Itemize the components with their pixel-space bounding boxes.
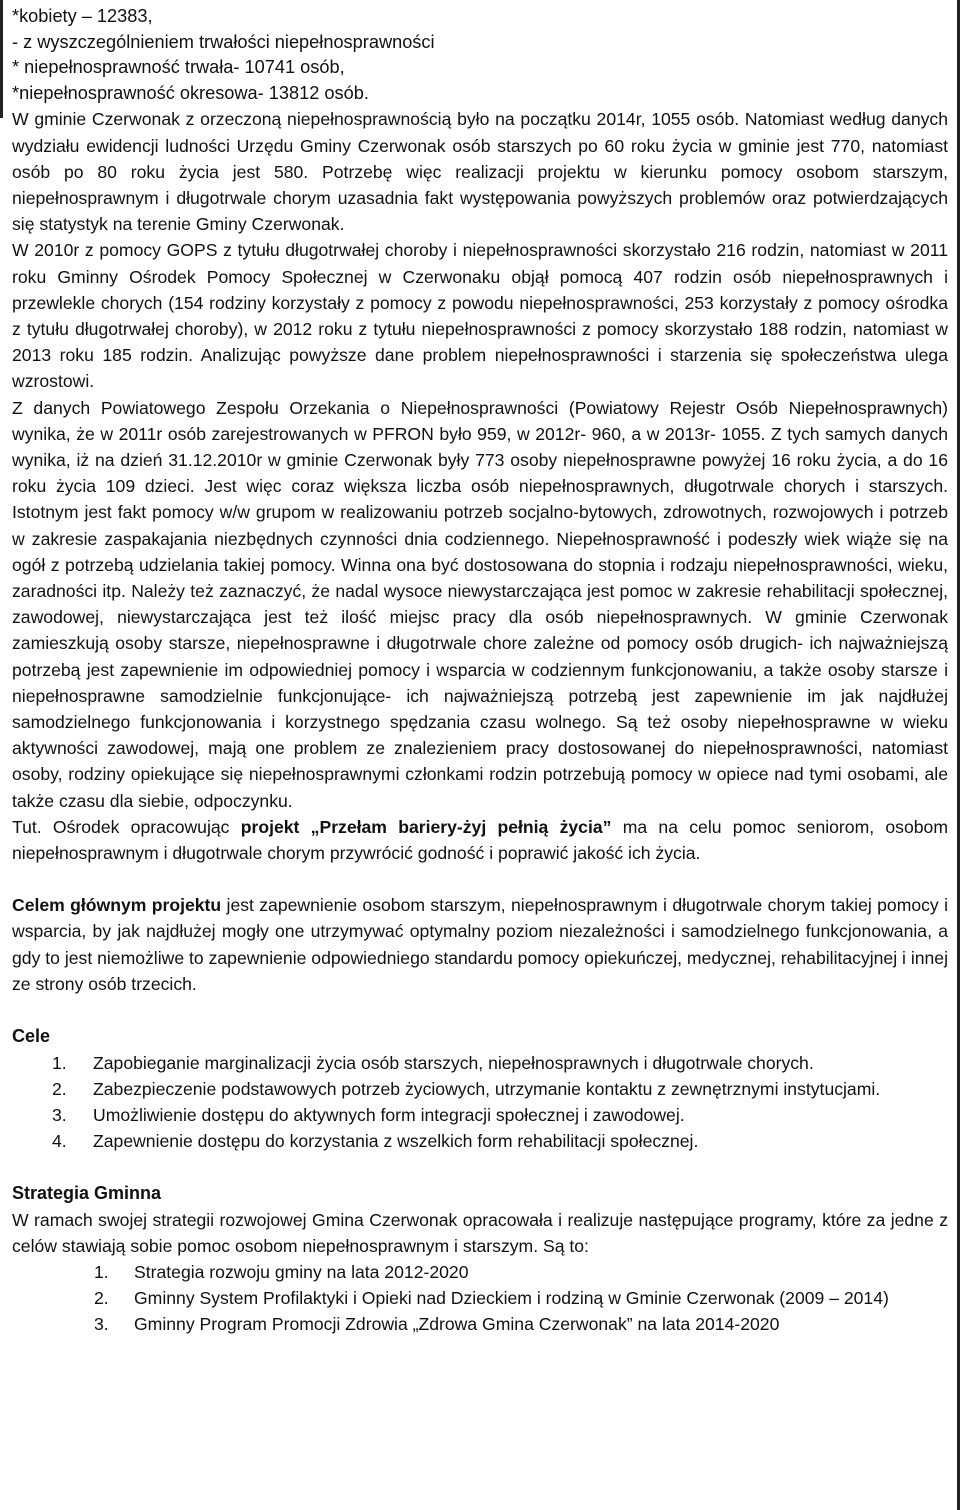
goals-heading: Cele	[12, 1026, 51, 1047]
spacer	[12, 1154, 948, 1180]
strategy-text: Gminny Program Promocji Zdrowia „Zdrowa Gmina Czerwonak” na lata 2014-2020	[134, 1314, 780, 1335]
stat-line: * niepełnosprawność trwała- 10741 osób,	[12, 57, 345, 78]
list-number: 2.	[52, 1079, 67, 1100]
main-goal-text: jest zapewnienie osobom starszym, niepełnosprawnym i długotrwale chorym takiej pomocy i wsparcia, by jak najdłużej mogły one utrzymywać optymalny poziom niezależności i samodzielnego funkcjonowania, a gdy to jest niemożliwe to zapewnienie odpowiedniego standardu pomocy opiekuńczej, medycznej, rehabilitacyjnej i innej ze strony osób trzecich.	[12, 895, 948, 994]
project-text-part: Tut. Ośrodek opracowując	[12, 816, 241, 837]
left-border-line	[0, 0, 3, 118]
intro-text-part: Potrzebę więc realizacji projektu w kierunku pomocy osobom starszym, niepełnosprawnym i długotrwale chorym uzasadnia fakt występowania powyższych problemów oraz potwierdzających się statystyk na terenie Gminy Czerwonak.	[12, 161, 948, 235]
gops-paragraph: W 2010r z pomocy GOPS z tytułu długotrwałej choroby i niepełnosprawności skorzystało 216 rodzin, natomiast w 2011 roku Gminny Ośrodek Pomocy Społecznej w Czerwonaku objął pomocą 407 rodzin osób niepełnosprawnych i przewlekle chorych (154 rodziny korzystały z pomocy z powodu niepełnosprawności, 253 korzystały z pomocy ośrodka z tytułu długotrwałej choroby), w 2012 roku z tytułu niepełnosprawności z pomocy skorzystało 188 rodzin, natomiast w 2013 roku 185 rodzin. Analizując powyższe dane problem niepełnosprawności i starzenia się społeczeństwa ulega wzrostowi.	[12, 240, 948, 392]
strategy-item	[12, 1259, 948, 1285]
list-number: 4.	[52, 1131, 67, 1152]
intro-text-part: W gminie Czerwonak z orzeczoną niepełnosprawnością było na początku 2014r, 1055 osób. Natomiast według danych wydziału ewidencji ludności Urzędu Gminy Czerwonak osób starszych po 60 roku życia w gminie jest 770, natomiast osób po 80 roku życia jest 580.	[12, 109, 948, 182]
goal-text: Zabezpieczenie podstawowych potrzeb życiowych, utrzymanie kontaktu z zewnętrznymi instytucjami.	[93, 1079, 881, 1100]
document-page	[12, 0, 948, 1337]
list-number: 1.	[52, 1053, 67, 1074]
pfron-paragraph: Z danych Powiatowego Zespołu Orzekania o Niepełnosprawności (Powiatowy Rejestr Osób Niepełnosprawnych) wynika, że w 2011r osób zarejestrowanych w PFRON było 959, w 2012r- 960, a w 2013r- 1055. Z tych samych danych wynika, iż na dzień 31.12.2010r w gminie Czerwonak były 773 osoby niepełnosprawne powyżej 16 roku życia, a do 16 roku życia 109 dzieci. Jest więc coraz większa liczba osób niepełnosprawnych, długotrwale chorych i starszych. Istotnym jest fakt pomocy w/w grupom w realizowaniu potrzeb socjalno-bytowych, zdrowotnych, rozwojowych i potrzeb w zakresie zaspakajania niezbędnych czynności dnia codziennego. Niepełnosprawność i podeszły wiek wiąże się na ogół z potrzebą udzielania takiej pomocy. Winna ona być dostosowana do stopnia i rodzaju niepełnosprawności, wieku, zaradności itp. Należy też zaznaczyć, że nadal wysoce niewystarczająca jest pomoc w zakresie rehabilitacji społecznej, zawodowej, niewystarczająca jest też ilość miejsc pracy dla osób niepełnosprawnych. W gminie Czerwonak zamieszkują osoby starsze, niepełnosprawne i długotrwale chore zależne od pomocy osób drugich- ich najważniejszą potrzebą jest zapewnienie im odpowiedniej pomocy i wsparcia w codziennym funkcjonowaniu, a także osoby starsze i niepełnosprawne samodzielnie funkcjonujące- ich najważniejszą potrzebą jest zapewnienie im jak najdłużej samodzielnego funkcjonowania i korzystnego spędzania czasu wolnego. Są też osoby niepełnosprawne w wieku aktywności zawodowej, mają one problem ze znalezieniem pracy dostosowanej do niepełnosprawności, natomiast osoby, rodziny opiekujące się niepełnosprawnymi członkami rodzin potrzebują pomocy w opiece nad tymi osobami, ale także czasu dla siebie, odpoczynku.	[12, 397, 948, 811]
goal-item	[12, 1102, 948, 1128]
list-number: 3.	[94, 1314, 109, 1335]
goal-text: Umożliwienie dostępu do aktywnych form integracji społecznej i zawodowej.	[93, 1105, 685, 1126]
list-number: 2.	[94, 1288, 109, 1309]
project-paragraph	[12, 814, 948, 866]
spacer	[12, 866, 948, 892]
goals-list	[12, 1050, 948, 1154]
list-number: 1.	[94, 1262, 109, 1283]
goal-text: Zapobieganie marginalizacji życia osób starszych, niepełnosprawnych i długotrwale chorych.	[93, 1053, 814, 1074]
strategy-intro: W ramach swojej strategii rozwojowej Gmina Czerwonak opracowała i realizuje następujące programy, które za jedne z celów stawiają sobie pomoc osobom niepełnosprawnym i starszym. Są to:	[12, 1210, 948, 1257]
goal-item	[12, 1050, 948, 1076]
strategy-text: Strategia rozwoju gminy na lata 2012-2020	[134, 1262, 469, 1283]
strategy-item	[12, 1285, 948, 1311]
stats-block	[12, 0, 948, 106]
strategy-item	[12, 1311, 948, 1337]
stat-line: *niepełnosprawność okresowa- 13812 osób.	[12, 82, 369, 103]
stat-line: - z wyszczególnieniem trwałości niepełnosprawności	[12, 31, 435, 52]
project-text-part: ma na celu pomoc seniorom, osobom niepełnosprawnym i długotrwale chorym przywrócić godność i poprawić jakość ich życia.	[12, 816, 948, 864]
spacer	[12, 997, 948, 1023]
list-number: 3.	[52, 1105, 67, 1126]
project-title: projekt „Przełam bariery-żyj pełnią życia”	[240, 816, 612, 837]
goal-text: Zapewnienie dostępu do korzystania z wszelkich form rehabilitacji społecznej.	[93, 1131, 699, 1152]
main-goal-paragraph	[12, 892, 948, 997]
main-goal-label: Celem głównym projektu	[12, 895, 222, 916]
goal-item	[12, 1128, 948, 1154]
stat-line: *kobiety – 12383,	[12, 6, 153, 26]
goal-item	[12, 1076, 948, 1102]
intro-paragraph	[12, 106, 948, 237]
strategy-heading: Strategia Gminna	[12, 1183, 162, 1204]
strategy-list	[12, 1259, 948, 1337]
strategy-text: Gminny System Profilaktyki i Opieki nad Dzieckiem i rodziną w Gminie Czerwonak (2009 – 2014)	[134, 1288, 889, 1309]
